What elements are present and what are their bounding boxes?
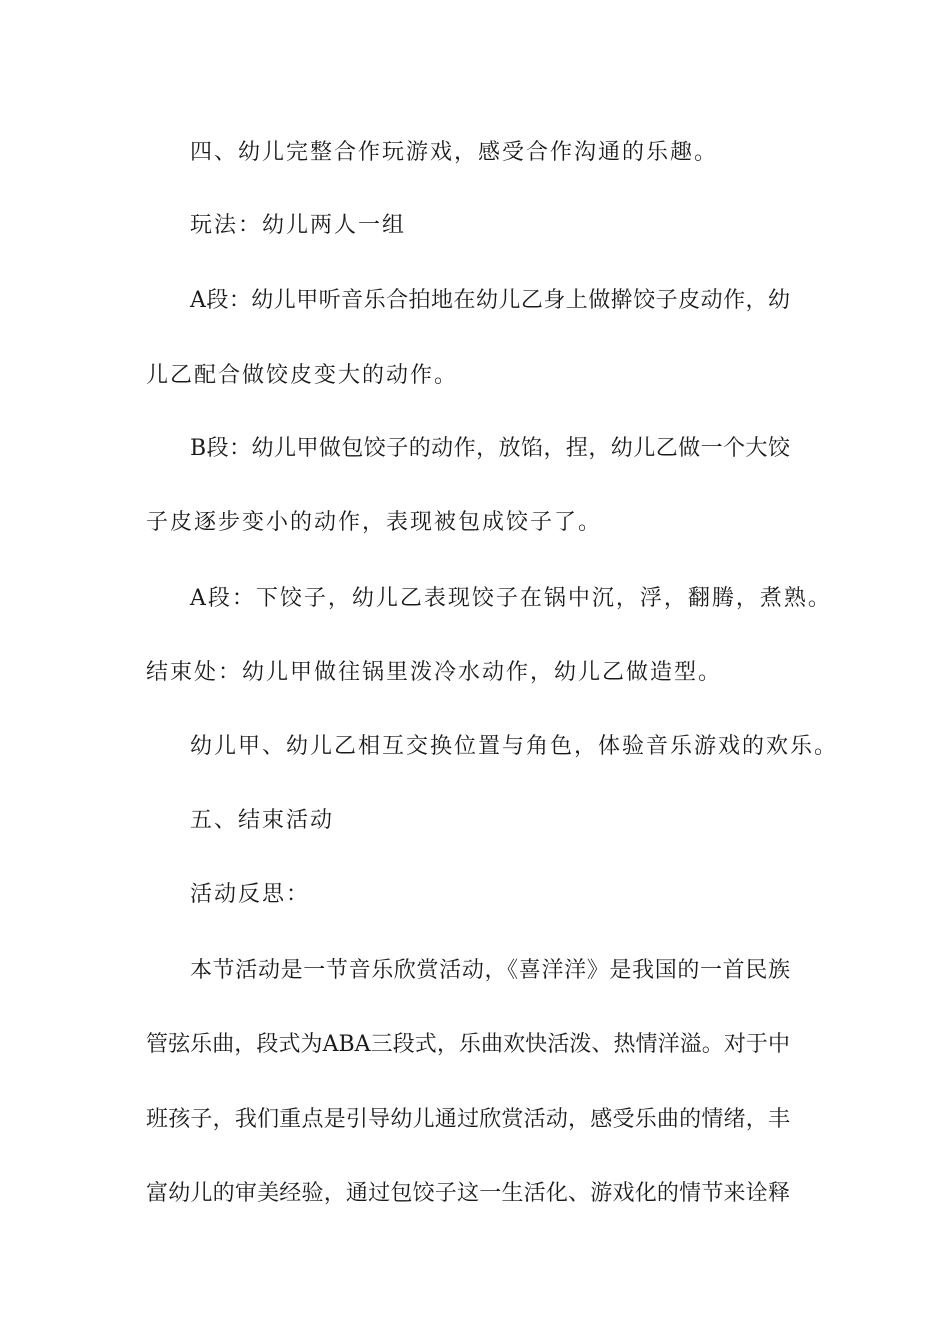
paragraph-line: 儿乙配合做饺皮变大的动作。 [146, 363, 459, 388]
paragraph-line: A段：幼儿甲听音乐合拍地在幼儿乙身上做擀饺子皮动作，幼 [190, 288, 790, 313]
reflection-heading: 活动反思： [190, 882, 311, 907]
paragraph-line: 子皮逐步变小的动作，表现被包成饺子了。 [146, 510, 603, 535]
section-heading-five: 五、结束活动 [190, 808, 335, 833]
paragraph-line: A段：下饺子，幼儿乙表现饺子在锅中沉，浮，翻腾，煮熟。 [190, 586, 832, 611]
paragraph-line: 管弦乐曲，段式为ABA三段式，乐曲欢快活泼、热情洋溢。对于中 [146, 1032, 790, 1057]
paragraph-line: 结束处：幼儿甲做往锅里泼冷水动作，幼儿乙做造型。 [146, 660, 723, 685]
paragraph-line: 班孩子，我们重点是引导幼儿通过欣赏活动，感受乐曲的情绪，丰 [146, 1107, 790, 1132]
paragraph-line: 富幼儿的审美经验，通过包饺子这一生活化、游戏化的情节来诠释 [146, 1181, 790, 1206]
section-heading-four: 四、幼儿完整合作玩游戏，感受合作沟通的乐趣。 [190, 140, 719, 165]
paragraph-line: 本节活动是一节音乐欣赏活动，《喜洋洋》是我国的一首民族 [190, 958, 790, 983]
paragraph-line: 幼儿甲、幼儿乙相互交换位置与角色，体验音乐游戏的欢乐。 [190, 734, 839, 759]
paragraph-line: 玩法：幼儿两人一组 [190, 213, 407, 238]
paragraph-line: B段：幼儿甲做包饺子的动作，放馅，捏，幼儿乙做一个大饺 [190, 436, 790, 461]
